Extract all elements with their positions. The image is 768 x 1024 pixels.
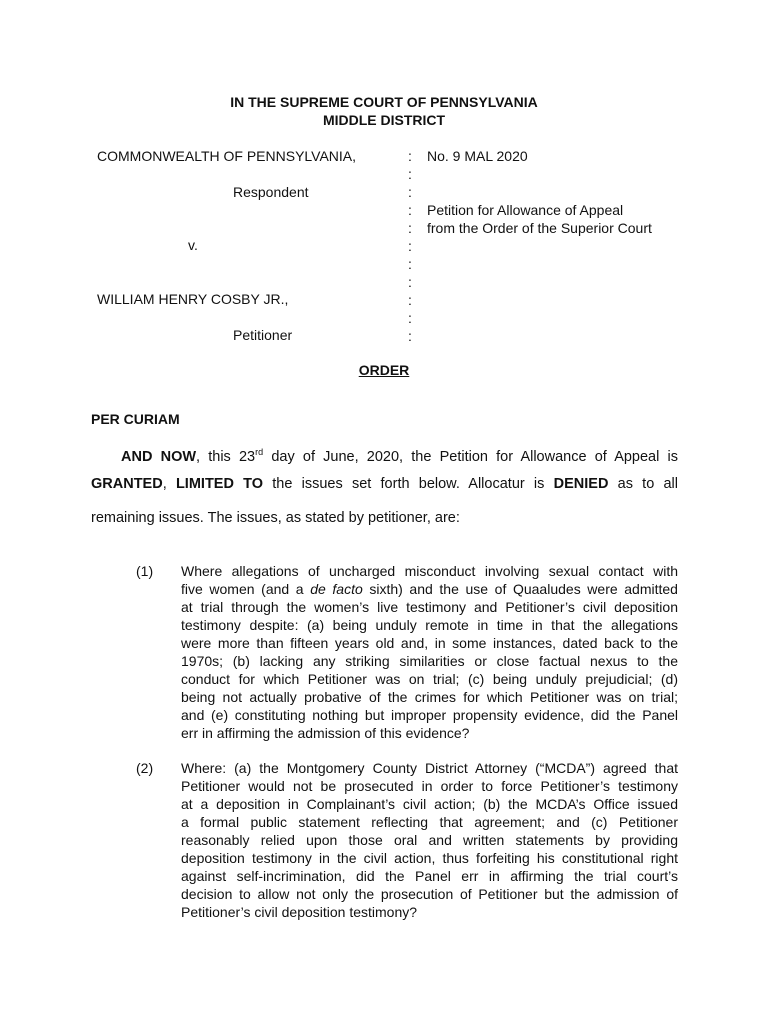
issue-line: at a deposition in Complainant’s civil action; (b) the MCDA’s Office issued: [181, 796, 678, 812]
issue-line: Petitioner’s civil deposition testimony?: [181, 904, 418, 920]
petition-description-line2: from the Order of the Superior Court: [427, 220, 652, 236]
issue-line: reasonably relied upon those oral and written statements by providing: [181, 832, 678, 848]
party-respondent-name: COMMONWEALTH OF PENNSYLVANIA,: [97, 148, 357, 164]
issue-line: against self-incrimination, did the Panel err in affirming the trial court’s: [181, 868, 678, 884]
issue-number: (2): [136, 760, 154, 776]
per-curiam-label: PER CURIAM: [91, 411, 180, 427]
issue-line: deposition testimony in the civil action, thus forfeiting his constitutional right: [181, 850, 678, 866]
issue-line: Where: (a) the Montgomery County District Attorney (“MCDA”) agreed that: [181, 760, 678, 776]
issue-line: decision to allow not only the prosecution of Petitioner but the admission of: [181, 886, 678, 902]
order-paragraph-line2: GRANTED, LIMITED TO the issues set forth below. Allocatur is DENIED as to all: [91, 476, 678, 492]
docket-number: No. 9 MAL 2020: [427, 148, 528, 164]
issue-line: Petitioner would not be prosecuted in order to force Petitioner’s testimony: [181, 778, 678, 794]
court-header: [0, 93, 768, 129]
issue-line: conduct for which Petitioner was on trial; (c) being unduly prejudicial; (d): [181, 671, 678, 687]
issue-text: [181, 562, 678, 742]
order-paragraph-line3: remaining issues. The issues, as stated by petitioner, are:: [91, 510, 460, 526]
issue-text: [181, 759, 678, 921]
versus-label: v.: [188, 237, 198, 253]
order-paragraph-line1: AND NOW, this 23rd day of June, 2020, the Petition for Allowance of Appeal is: [121, 447, 678, 465]
order-heading: ORDER: [358, 362, 410, 378]
issue-number: (1): [136, 563, 154, 579]
issue-line: testimony despite: (a) being unduly remote in time in that the allegations: [181, 617, 678, 633]
court-district: MIDDLE DISTRICT: [322, 112, 446, 128]
issue-line: 1970s; (b) lacking any striking similarities or close factual nexus to the: [181, 653, 678, 669]
party-respondent-role: Respondent: [233, 184, 309, 200]
issue-line: at trial through the women’s live testimony and Petitioner’s civil deposition: [181, 599, 678, 615]
issue-line: and (e) constituting nothing but improper propensity evidence, did the Panel: [181, 707, 678, 723]
petition-description-line1: Petition for Allowance of Appeal: [427, 202, 624, 218]
caption-colon-divider: : : : : : : : : : : :: [408, 148, 412, 344]
party-petitioner-role: Petitioner: [233, 327, 293, 343]
issue-line: being not actually probative of the crimes for which Petitioner was on trial;: [181, 689, 678, 705]
issue-line: five women (and a de facto sixth) and the use of Quaaludes were admitted: [181, 581, 678, 597]
issue-line: were more than fifteen years old and, in some instances, dated back to the: [181, 635, 678, 651]
issue-line: err in affirming the admission of this evidence?: [181, 725, 470, 741]
party-petitioner-name: WILLIAM HENRY COSBY JR.,: [97, 291, 289, 307]
issue-line: a formal public statement reflecting that agreement; and (c) Petitioner: [181, 814, 678, 830]
issue-line: Where allegations of uncharged misconduct involving sexual contact with: [181, 563, 678, 579]
court-name: IN THE SUPREME COURT OF PENNSYLVANIA: [230, 94, 538, 110]
